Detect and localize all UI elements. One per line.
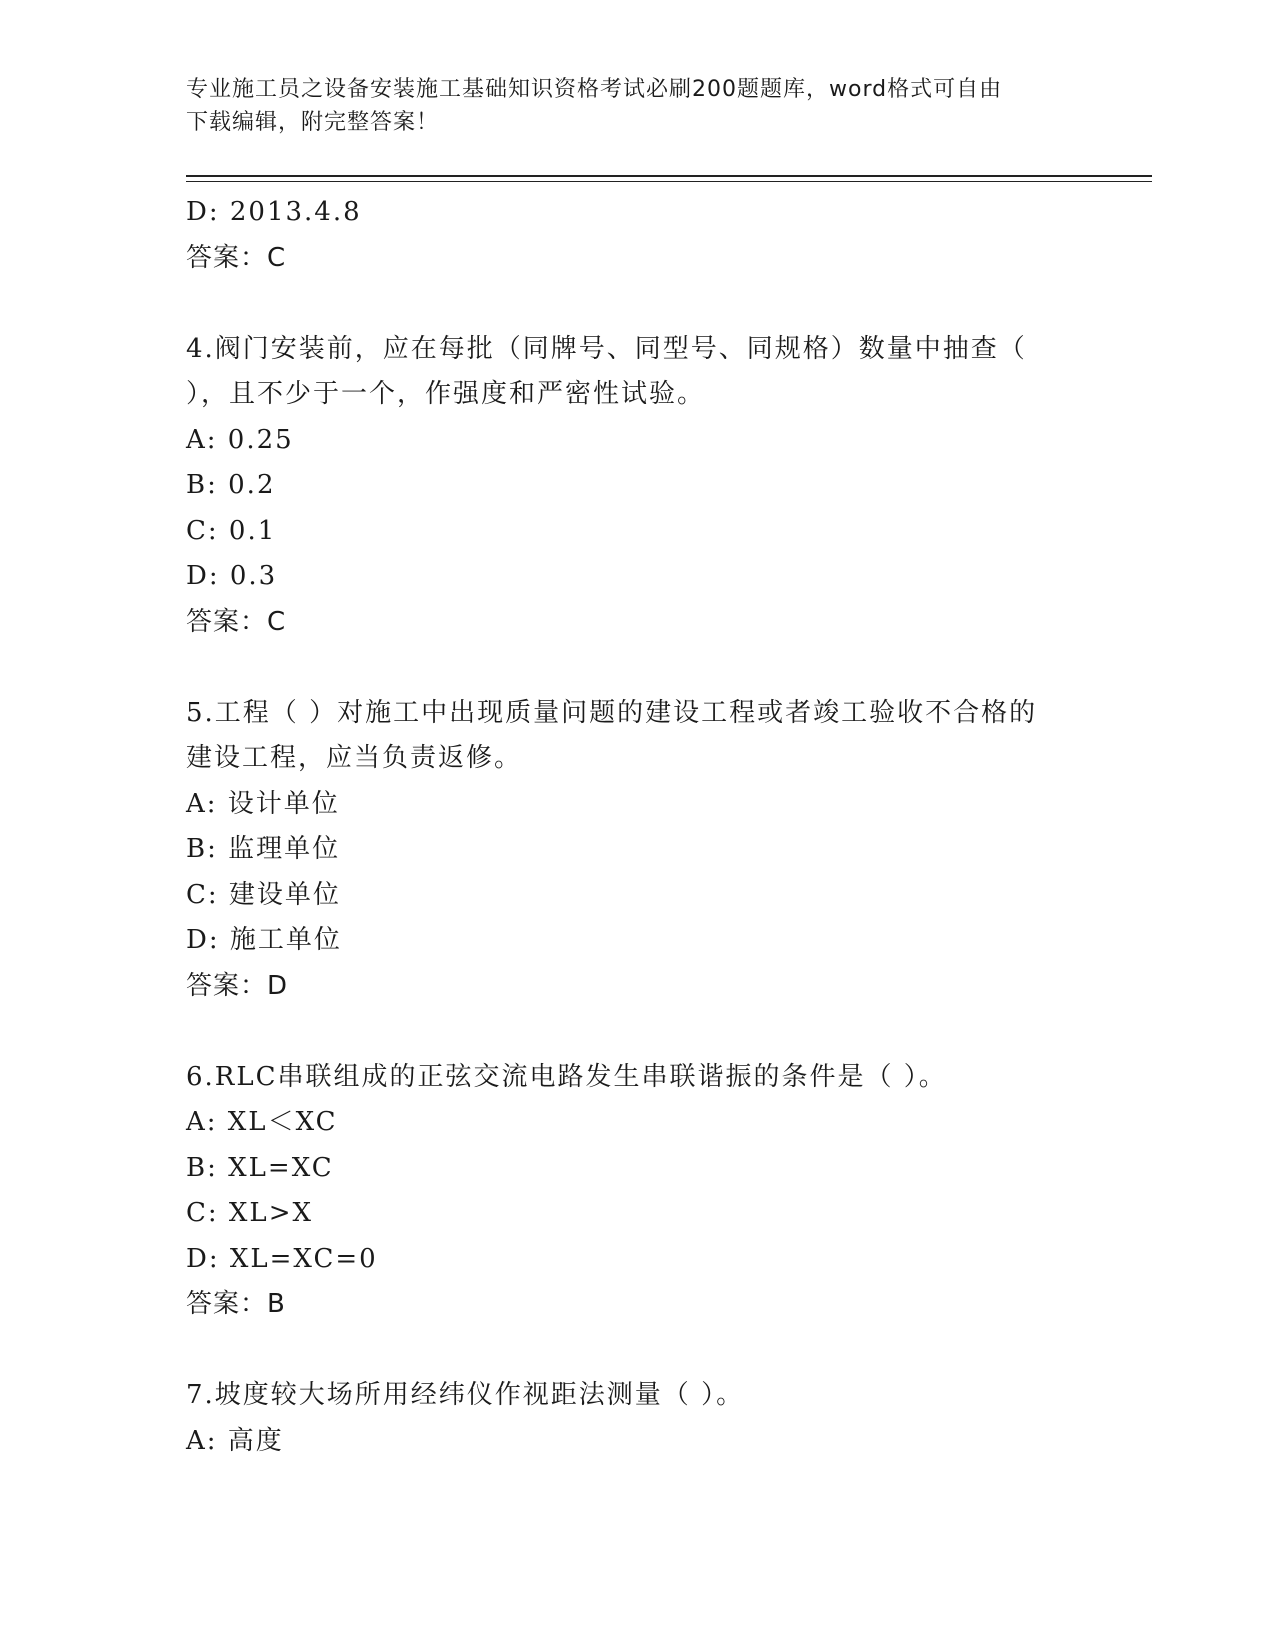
option-c: C: XL>X <box>186 1198 313 1228</box>
option-b: B: XL=XC <box>186 1152 334 1183</box>
answer-line: 答案：D <box>186 970 289 1001</box>
header-divider-thick <box>186 175 1152 177</box>
option-a: A: 高度 <box>186 1425 284 1456</box>
question-spacer <box>186 1009 1086 1055</box>
answer-line: 答案：B <box>186 1289 286 1319</box>
question-7 <box>186 1373 1086 1464</box>
option-b: B: 0.2 <box>186 470 276 500</box>
page-header <box>186 73 1066 139</box>
option-d: D: 0.3 <box>186 561 278 591</box>
question-text-line: 6.RLC串联组成的正弦交流电路发生串联谐振的条件是（ ）。 <box>186 1061 947 1092</box>
question-text-line: 建设工程，应当负责返修。 <box>186 743 523 773</box>
question-5 <box>186 691 1086 1010</box>
option-d: D: XL=XC=0 <box>186 1243 378 1274</box>
answer-line: 答案：C <box>186 242 287 273</box>
option-a: A: XL＜XC <box>186 1107 338 1137</box>
answer-line: 答案：C <box>186 606 287 637</box>
option-c: C: 0.1 <box>186 515 277 546</box>
question-text-line: 7.坡度较大场所用经纬仪作视距法测量（ ）。 <box>186 1380 745 1410</box>
option-b: B: 监理单位 <box>186 834 341 864</box>
option-d: D: 2013.4.8 <box>186 197 362 227</box>
question-text-line: ），且不少于一个，作强度和严密性试验。 <box>186 379 706 409</box>
option-d: D: 施工单位 <box>186 925 342 955</box>
option-a: A: 设计单位 <box>186 788 340 819</box>
header-line-2: 下载编辑，附完整答案！ <box>186 110 440 135</box>
question-spacer <box>186 281 1086 327</box>
option-a: A: 0.25 <box>186 424 294 455</box>
header-divider-thin <box>186 181 1152 182</box>
question-4 <box>186 327 1086 646</box>
question-3-tail <box>186 190 1086 281</box>
question-6 <box>186 1055 1086 1328</box>
option-c: C: 建设单位 <box>186 879 341 910</box>
question-spacer <box>186 1328 1086 1374</box>
question-content <box>186 190 1086 1464</box>
question-text-line: 4.阀门安装前，应在每批（同牌号、同型号、同规格）数量中抽查（ <box>186 333 1027 364</box>
header-line-1: 专业施工员之设备安装施工基础知识资格考试必刷200题题库，word格式可自由 <box>186 77 1003 102</box>
question-text-line: 5.工程（ ）对施工中出现质量问题的建设工程或者竣工验收不合格的 <box>186 697 1038 728</box>
question-spacer <box>186 645 1086 691</box>
